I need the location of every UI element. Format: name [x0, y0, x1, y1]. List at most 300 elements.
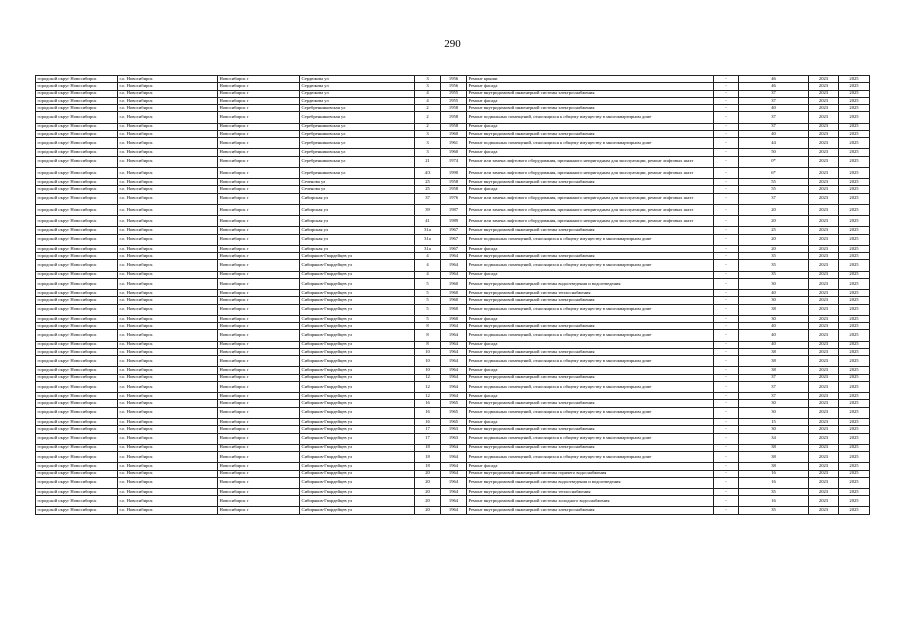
table-cell: Ремонт фасада: [467, 271, 714, 278]
table-cell: 2023: [809, 315, 839, 322]
table-cell: г.о. Новосибирск: [118, 90, 218, 97]
table-cell: 37: [739, 381, 809, 392]
table-cell: 2023: [809, 227, 839, 234]
table-cell: 37: [739, 90, 809, 97]
table-row: [36, 167, 870, 178]
table-cell: 2023: [809, 105, 839, 112]
table-cell: 30: [739, 400, 809, 407]
table-cell: 1958: [441, 123, 467, 130]
table-cell: 10: [415, 367, 441, 374]
table-cell: 1964: [441, 496, 467, 507]
table-cell: городской округ Новосибирск: [36, 418, 118, 425]
table-cell: 2025: [839, 418, 870, 425]
table-cell: 2025: [839, 356, 870, 367]
table-cell: 10: [415, 356, 441, 367]
table-row: [36, 463, 870, 470]
table-cell: 37: [739, 393, 809, 400]
table-cell: 2025: [839, 97, 870, 104]
table-cell: 1976: [441, 193, 467, 204]
table-cell: 3: [415, 138, 441, 149]
table-row: [36, 179, 870, 186]
table-cell: Сибиряков-Гвардейцев ул: [300, 253, 415, 260]
table-cell: 2023: [809, 167, 839, 178]
table-cell: г.о. Новосибирск: [118, 393, 218, 400]
table-cell: городской округ Новосибирск: [36, 488, 118, 495]
table-cell: городской округ Новосибирск: [36, 496, 118, 507]
table-row: [36, 393, 870, 400]
table-cell: Сибирская ул: [300, 245, 415, 252]
table-cell: 55: [739, 186, 809, 193]
table-cell: -: [714, 290, 739, 297]
table-cell: городской округ Новосибирск: [36, 426, 118, 433]
table-cell: г.о. Новосибирск: [118, 179, 218, 186]
table-cell: Сибиряков-Гвардейцев ул: [300, 433, 415, 444]
table-cell: 1990: [441, 167, 467, 178]
table-cell: 2023: [809, 138, 839, 149]
table-cell: городской округ Новосибирск: [36, 400, 118, 407]
table-cell: 1960: [441, 315, 467, 322]
table-cell: 2023: [809, 477, 839, 488]
table-cell: городской округ Новосибирск: [36, 304, 118, 315]
table-cell: 40: [739, 341, 809, 348]
table-row: [36, 418, 870, 425]
table-cell: -: [714, 452, 739, 463]
table-cell: 2023: [809, 234, 839, 245]
table-cell: городской округ Новосибирск: [36, 470, 118, 477]
table-cell: 2025: [839, 477, 870, 488]
table-cell: 2025: [839, 297, 870, 304]
table-cell: Новосибирск г: [218, 193, 300, 204]
table-cell: 2023: [809, 90, 839, 97]
table-cell: 2023: [809, 149, 839, 156]
table-cell: г.о. Новосибирск: [118, 400, 218, 407]
table-cell: г.о. Новосибирск: [118, 193, 218, 204]
table-row: [36, 304, 870, 315]
table-cell: Сибирская ул: [300, 227, 415, 234]
table-cell: 1964: [441, 374, 467, 381]
table-cell: 4: [415, 253, 441, 260]
table-cell: Ремонт внутридомовой инженерной системы электроснабжения: [467, 444, 714, 451]
table-cell: 4: [415, 271, 441, 278]
table-cell: Ремонт внутридомовой инженерной системы электроснабжения: [467, 105, 714, 112]
table-cell: Сибиряков-Гвардейцев ул: [300, 393, 415, 400]
table-cell: 2025: [839, 149, 870, 156]
table-cell: г.о. Новосибирск: [118, 186, 218, 193]
table-cell: 38: [739, 356, 809, 367]
table-cell: Сибиряков-Гвардейцев ул: [300, 418, 415, 425]
table-cell: -: [714, 216, 739, 227]
table-cell: 2023: [809, 253, 839, 260]
table-row: [36, 130, 870, 137]
table-cell: Ремонт подвальных помещений, относящихся к общему имуществу в многоквартирном доме: [467, 433, 714, 444]
table-cell: Ремонт внутридомовой инженерной системы электроснабжения: [467, 130, 714, 137]
table-cell: -: [714, 374, 739, 381]
table-cell: 2025: [839, 216, 870, 227]
table-cell: 16: [415, 407, 441, 418]
table-cell: 2025: [839, 278, 870, 289]
table-cell: -: [714, 470, 739, 477]
table-row: [36, 477, 870, 488]
table-cell: Новосибирск г: [218, 496, 300, 507]
table-cell: Новосибирск г: [218, 452, 300, 463]
table-cell: -: [714, 227, 739, 234]
table-cell: г.о. Новосибирск: [118, 156, 218, 167]
table-cell: 37: [415, 193, 441, 204]
table-cell: 2023: [809, 407, 839, 418]
table-cell: 38: [739, 348, 809, 355]
table-cell: -: [714, 186, 739, 193]
table-cell: 40: [739, 323, 809, 330]
table-cell: Новосибирск г: [218, 323, 300, 330]
table-cell: 1956: [441, 76, 467, 83]
table-cell: 5: [415, 290, 441, 297]
table-cell: Новосибирск г: [218, 297, 300, 304]
table-cell: Серебренниковская ул: [300, 112, 415, 123]
table-cell: 2023: [809, 130, 839, 137]
table-cell: 2025: [839, 227, 870, 234]
table-cell: городской округ Новосибирск: [36, 105, 118, 112]
table-cell: Сибиряков-Гвардейцев ул: [300, 341, 415, 348]
table-cell: 25: [739, 227, 809, 234]
table-cell: 1960: [441, 304, 467, 315]
table-cell: 2023: [809, 123, 839, 130]
table-cell: г.о. Новосибирск: [118, 367, 218, 374]
table-cell: 20: [739, 204, 809, 215]
table-cell: 2025: [839, 290, 870, 297]
table-cell: Новосибирск г: [218, 156, 300, 167]
table-cell: -: [714, 407, 739, 418]
table-cell: Ремонт подвальных помещений, относящихся к общему имуществу в многоквартирном доме: [467, 330, 714, 341]
table-cell: 1964: [441, 253, 467, 260]
table-cell: 2023: [809, 444, 839, 451]
table-cell: -: [714, 315, 739, 322]
table-cell: Ремонт фасада: [467, 341, 714, 348]
table-cell: Ремонт подвальных помещений, относящихся к общему имуществу в многоквартирном доме: [467, 407, 714, 418]
table-cell: 16: [739, 470, 809, 477]
table-cell: Сибиряков-Гвардейцев ул: [300, 426, 415, 433]
table-cell: 3: [415, 130, 441, 137]
table-cell: г.о. Новосибирск: [118, 315, 218, 322]
table-cell: Ремонт внутридомовой инженерной системы теплоснабжения: [467, 290, 714, 297]
table-cell: -: [714, 156, 739, 167]
table-cell: Новосибирск г: [218, 507, 300, 514]
table-cell: -: [714, 76, 739, 83]
table-cell: -: [714, 278, 739, 289]
table-cell: 1967: [441, 245, 467, 252]
table-row: [36, 112, 870, 123]
table-cell: Новосибирск г: [218, 407, 300, 418]
table-cell: 20: [739, 234, 809, 245]
table-cell: 25: [415, 179, 441, 186]
table-row: [36, 400, 870, 407]
table-cell: городской округ Новосибирск: [36, 227, 118, 234]
table-row: [36, 186, 870, 193]
table-cell: 2025: [839, 105, 870, 112]
table-cell: Сибирская ул: [300, 234, 415, 245]
table-cell: 2023: [809, 374, 839, 381]
table-cell: Ремонт фасада: [467, 463, 714, 470]
table-cell: 37: [739, 374, 809, 381]
table-cell: 1963: [441, 433, 467, 444]
table-cell: 2023: [809, 330, 839, 341]
table-cell: Ремонт или замена лифтового оборудования, признанного непригодным для эксплуатации, ремонт лифтовых шахт: [467, 167, 714, 178]
table-cell: 40: [739, 290, 809, 297]
table-cell: 1964: [441, 330, 467, 341]
table-cell: 40: [739, 330, 809, 341]
table-cell: г.о. Новосибирск: [118, 496, 218, 507]
table-cell: Сибирская ул: [300, 216, 415, 227]
table-cell: 1964: [441, 271, 467, 278]
table-cell: г.о. Новосибирск: [118, 260, 218, 271]
table-cell: городской округ Новосибирск: [36, 374, 118, 381]
table-cell: 2025: [839, 374, 870, 381]
table-cell: 1964: [441, 381, 467, 392]
table-cell: Новосибирск г: [218, 315, 300, 322]
table-cell: Сердюкова ул: [300, 76, 415, 83]
table-cell: 2023: [809, 488, 839, 495]
table-cell: 2023: [809, 348, 839, 355]
table-cell: Ремонт фасада: [467, 123, 714, 130]
table-row: [36, 90, 870, 97]
table-cell: 17: [415, 426, 441, 433]
table-cell: 10: [415, 348, 441, 355]
table-cell: г.о. Новосибирск: [118, 234, 218, 245]
table-cell: 2025: [839, 341, 870, 348]
table-cell: городской округ Новосибирск: [36, 83, 118, 90]
table-cell: Ремонт внутридомовой инженерной системы водоотведения и водоотведения: [467, 278, 714, 289]
table-row: [36, 374, 870, 381]
table-cell: 2025: [839, 76, 870, 83]
table-row: [36, 507, 870, 514]
table-cell: Серебренниковская ул: [300, 123, 415, 130]
table-cell: Сибиряков-Гвардейцев ул: [300, 297, 415, 304]
table-cell: -: [714, 105, 739, 112]
table-row: [36, 470, 870, 477]
table-cell: 2025: [839, 393, 870, 400]
table-cell: 4: [415, 260, 441, 271]
table-cell: 1964: [441, 463, 467, 470]
table-cell: -: [714, 204, 739, 215]
table-cell: 16: [739, 477, 809, 488]
table-cell: 38: [739, 463, 809, 470]
table-cell: 1958: [441, 186, 467, 193]
table-cell: 34: [739, 433, 809, 444]
table-cell: г.о. Новосибирск: [118, 407, 218, 418]
table-row: [36, 330, 870, 341]
table-cell: 1987: [441, 204, 467, 215]
table-cell: Новосибирск г: [218, 97, 300, 104]
table-cell: 2025: [839, 138, 870, 149]
table-cell: 35: [739, 507, 809, 514]
table-cell: городской округ Новосибирск: [36, 130, 118, 137]
table-cell: 3: [415, 83, 441, 90]
table-cell: Сибиряков-Гвардейцев ул: [300, 290, 415, 297]
table-cell: Ремонт фасада: [467, 367, 714, 374]
table-cell: городской округ Новосибирск: [36, 315, 118, 322]
table-cell: Новосибирск г: [218, 426, 300, 433]
table-cell: -: [714, 418, 739, 425]
table-cell: городской округ Новосибирск: [36, 76, 118, 83]
table-cell: 8: [415, 330, 441, 341]
table-cell: Новосибирск г: [218, 477, 300, 488]
table-cell: 1958: [441, 112, 467, 123]
table-row: [36, 138, 870, 149]
table-cell: 20: [415, 488, 441, 495]
table-cell: городской округ Новосибирск: [36, 193, 118, 204]
table-cell: 6*: [739, 167, 809, 178]
table-cell: Ремонт фасада: [467, 393, 714, 400]
table-cell: 1961: [441, 138, 467, 149]
table-cell: Сибиряков-Гвардейцев ул: [300, 323, 415, 330]
table-cell: г.о. Новосибирск: [118, 477, 218, 488]
table-cell: -: [714, 97, 739, 104]
table-row: [36, 444, 870, 451]
table-cell: Сердюкова ул: [300, 90, 415, 97]
table-cell: 2023: [809, 297, 839, 304]
table-cell: Новосибирск г: [218, 470, 300, 477]
table-cell: 12: [415, 381, 441, 392]
table-cell: Сибиряков-Гвардейцев ул: [300, 463, 415, 470]
table-cell: 2025: [839, 304, 870, 315]
table-cell: Сибиряков-Гвардейцев ул: [300, 356, 415, 367]
table-cell: 2023: [809, 193, 839, 204]
table-cell: Сибиряков-Гвардейцев ул: [300, 330, 415, 341]
table-cell: -: [714, 400, 739, 407]
table-cell: г.о. Новосибирск: [118, 97, 218, 104]
table-cell: Ремонт внутридомовой инженерной системы электроснабжения: [467, 323, 714, 330]
table-row: [36, 356, 870, 367]
table-cell: Ремонт подвальных помещений, относящихся к общему имуществу в многоквартирном доме: [467, 234, 714, 245]
table-cell: 2025: [839, 452, 870, 463]
table-cell: 16: [415, 418, 441, 425]
table-cell: 1955: [441, 90, 467, 97]
table-cell: городской округ Новосибирск: [36, 112, 118, 123]
table-cell: городской округ Новосибирск: [36, 297, 118, 304]
table-cell: Сибиряков-Гвардейцев ул: [300, 348, 415, 355]
table-cell: 2023: [809, 83, 839, 90]
table-row: [36, 297, 870, 304]
table-cell: -: [714, 323, 739, 330]
table-cell: городской округ Новосибирск: [36, 123, 118, 130]
table-cell: 31а: [415, 234, 441, 245]
table-cell: 2023: [809, 76, 839, 83]
table-cell: 1974: [441, 156, 467, 167]
table-cell: 3: [415, 149, 441, 156]
table-cell: 44: [739, 138, 809, 149]
table-cell: Ремонт внутридомовой инженерной системы горячего водоснабжения: [467, 470, 714, 477]
table-cell: 31а: [415, 245, 441, 252]
table-cell: Сеченова ул: [300, 179, 415, 186]
table-cell: Сибиряков-Гвардейцев ул: [300, 271, 415, 278]
table-cell: Сибиряков-Гвардейцев ул: [300, 470, 415, 477]
table-cell: Новосибирск г: [218, 90, 300, 97]
table-cell: 30: [739, 315, 809, 322]
table-cell: городской округ Новосибирск: [36, 90, 118, 97]
table-cell: г.о. Новосибирск: [118, 245, 218, 252]
table-cell: городской округ Новосибирск: [36, 179, 118, 186]
table-row: [36, 76, 870, 83]
table-cell: 2025: [839, 193, 870, 204]
table-cell: 37: [739, 97, 809, 104]
table-cell: 2025: [839, 130, 870, 137]
table-cell: Ремонт внутридомовой инженерной системы электроснабжения: [467, 227, 714, 234]
table-row: [36, 97, 870, 104]
table-cell: 2023: [809, 381, 839, 392]
table-cell: -: [714, 271, 739, 278]
table-cell: Ремонт внутридомовой инженерной системы электроснабжения: [467, 179, 714, 186]
table-cell: -: [714, 477, 739, 488]
table-cell: 31а: [415, 227, 441, 234]
table-cell: 2025: [839, 463, 870, 470]
table-cell: 1958: [441, 179, 467, 186]
table-cell: городской округ Новосибирск: [36, 167, 118, 178]
table-cell: 35: [739, 260, 809, 271]
table-cell: г.о. Новосибирск: [118, 433, 218, 444]
table-cell: -: [714, 253, 739, 260]
table-cell: Серебренниковская ул: [300, 156, 415, 167]
table-cell: Сибиряков-Гвардейцев ул: [300, 260, 415, 271]
table-cell: 2025: [839, 367, 870, 374]
table-cell: Ремонт внутридомовой инженерной системы теплоснабжения: [467, 488, 714, 495]
table-cell: 1955: [441, 97, 467, 104]
table-cell: 1965: [441, 400, 467, 407]
table-cell: Новосибирск г: [218, 112, 300, 123]
table-cell: 2025: [839, 204, 870, 215]
table-cell: 2025: [839, 234, 870, 245]
table-cell: 2025: [839, 83, 870, 90]
table-cell: 1958: [441, 105, 467, 112]
table-cell: г.о. Новосибирск: [118, 216, 218, 227]
table-cell: Новосибирск г: [218, 381, 300, 392]
table-cell: 2025: [839, 156, 870, 167]
table-cell: городской округ Новосибирск: [36, 97, 118, 104]
table-cell: Новосибирск г: [218, 204, 300, 215]
table-cell: Ремонт внутридомовой инженерной системы электроснабжения: [467, 348, 714, 355]
table-cell: -: [714, 138, 739, 149]
table-cell: г.о. Новосибирск: [118, 426, 218, 433]
table-cell: г.о. Новосибирск: [118, 271, 218, 278]
table-cell: 1964: [441, 323, 467, 330]
table-cell: 8: [415, 341, 441, 348]
table-cell: 2025: [839, 426, 870, 433]
table-cell: г.о. Новосибирск: [118, 463, 218, 470]
table-cell: городской округ Новосибирск: [36, 271, 118, 278]
table-cell: 1967: [441, 227, 467, 234]
table-cell: городской округ Новосибирск: [36, 407, 118, 418]
table-cell: Новосибирск г: [218, 227, 300, 234]
table-cell: -: [714, 90, 739, 97]
table-cell: Сибирская ул: [300, 193, 415, 204]
table-cell: городской округ Новосибирск: [36, 278, 118, 289]
table-cell: 1960: [441, 297, 467, 304]
table-cell: г.о. Новосибирск: [118, 227, 218, 234]
table-cell: г.о. Новосибирск: [118, 253, 218, 260]
table-cell: -: [714, 83, 739, 90]
table-cell: 2025: [839, 323, 870, 330]
table-cell: -: [714, 356, 739, 367]
table-cell: -: [714, 245, 739, 252]
table-cell: г.о. Новосибирск: [118, 123, 218, 130]
table-cell: Новосибирск г: [218, 341, 300, 348]
table-cell: Ремонт или замена лифтового оборудования, признанного непригодным для эксплуатации, ремонт лифтовых шахт: [467, 193, 714, 204]
table-cell: городской округ Новосибирск: [36, 444, 118, 451]
table-cell: 2025: [839, 271, 870, 278]
table-cell: 2023: [809, 452, 839, 463]
table-cell: Ремонт фасада: [467, 97, 714, 104]
table-row: [36, 83, 870, 90]
table-cell: 16: [739, 496, 809, 507]
table-cell: Ремонт внутридомовой инженерной системы холодного водоснабжения: [467, 496, 714, 507]
